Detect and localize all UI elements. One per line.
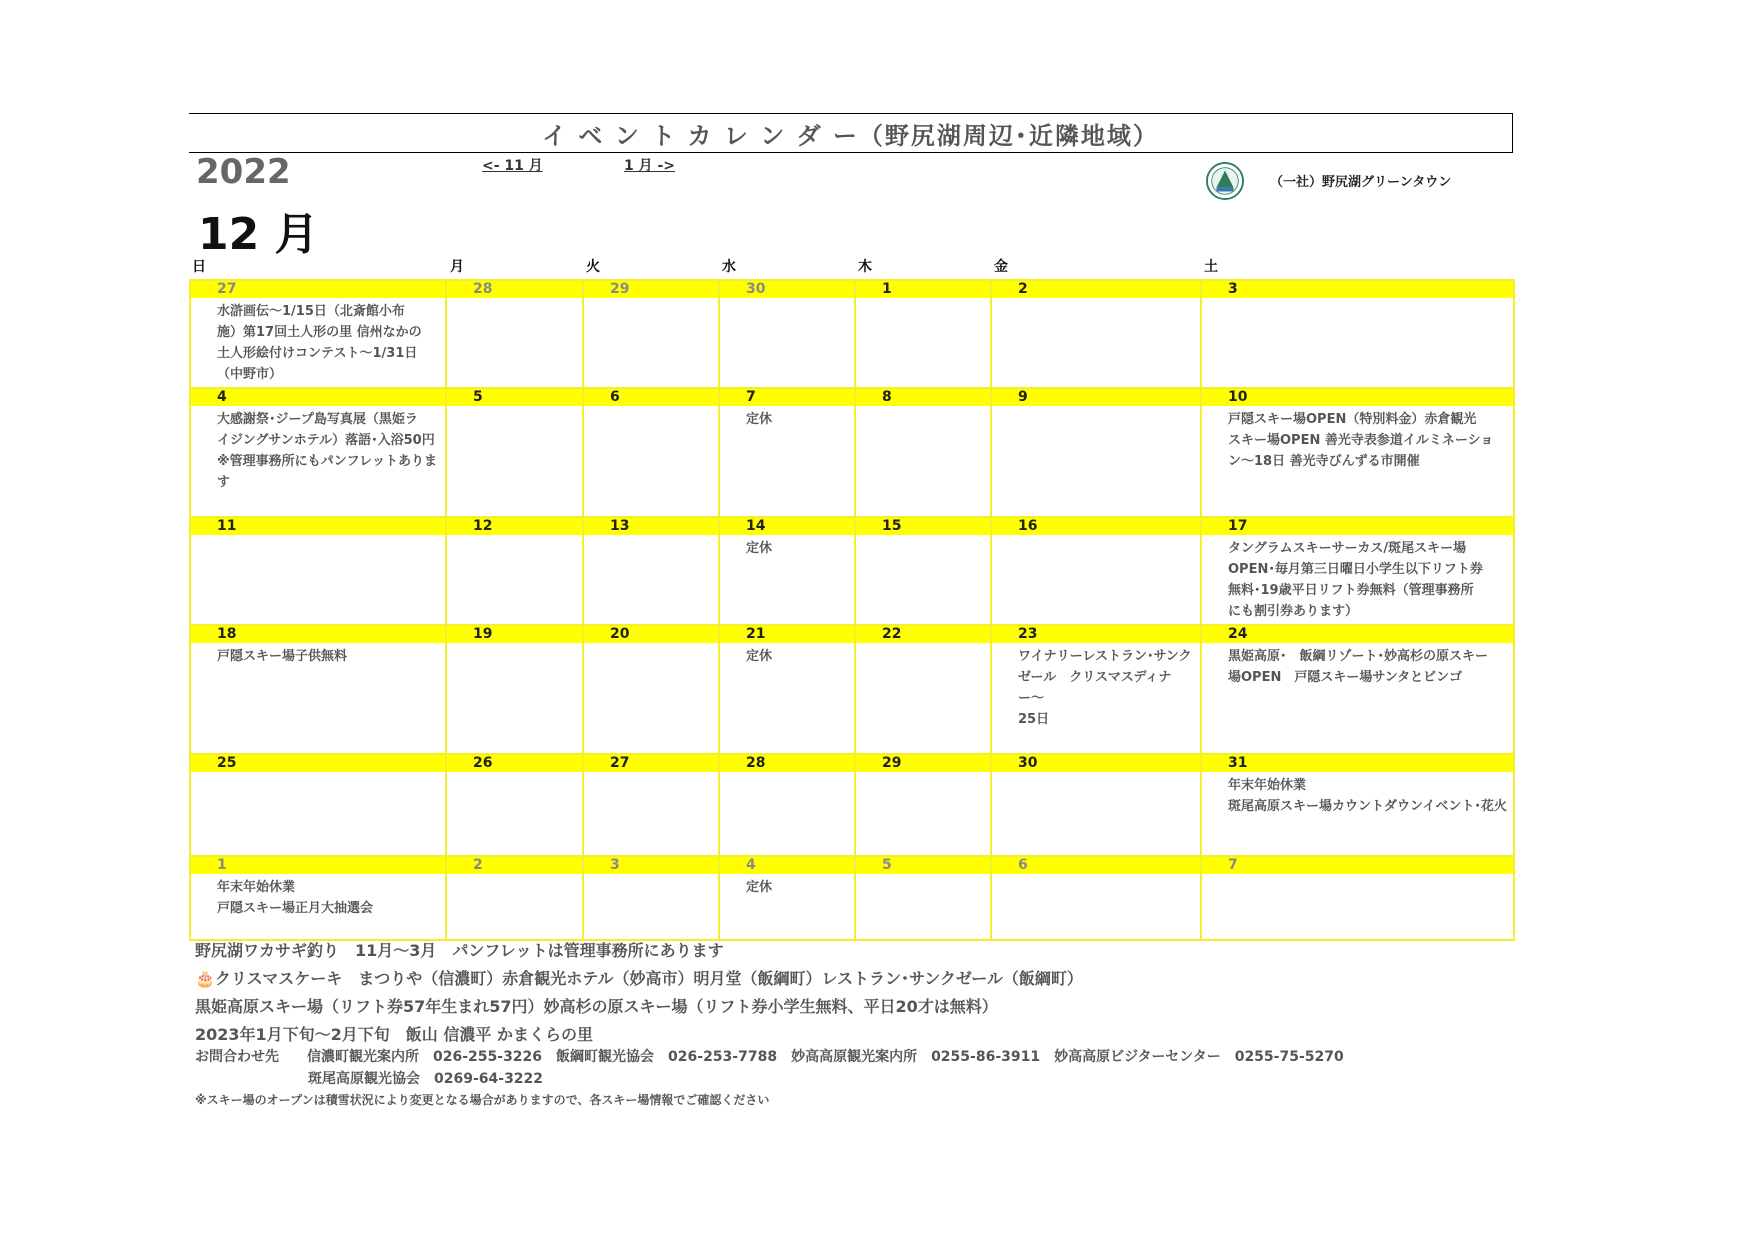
next-month-link[interactable]: 1 月 -> xyxy=(624,158,676,174)
footer-note: ※スキー場のオープンは積雪状況により変更となる場合がありますので、各スキー場情報でご確認ください xyxy=(195,1093,770,1107)
calendar-day-cell xyxy=(445,387,584,518)
day-event-text: 年末年始休業 戸隠スキー場正月大抽選会 xyxy=(217,880,374,916)
day-number: 3 xyxy=(584,857,718,874)
calendar-day-cell xyxy=(990,387,1202,518)
weekday-label: 土 xyxy=(1204,259,1218,275)
organization-name: （一社）野尻湖グリーンタウン xyxy=(1270,175,1452,190)
calendar-day-cell xyxy=(718,387,856,518)
day-event-text: 黒姫高原･ 飯綱リゾート･妙高杉の原スキー 場OPEN 戸隠スキー場サンタとビンゴ xyxy=(1228,649,1489,685)
day-event-text: 定休 xyxy=(746,649,773,664)
day-number: 28 xyxy=(447,281,582,298)
calendar-day-cell xyxy=(718,753,856,857)
day-number: 16 xyxy=(992,518,1200,535)
day-number: 7 xyxy=(1202,857,1513,874)
day-event-text: 定休 xyxy=(746,880,773,895)
day-number: 23 xyxy=(992,626,1200,643)
day-number: 3 xyxy=(1202,281,1513,298)
calendar-day-cell xyxy=(718,624,856,755)
footer-contact-info: お問合わせ先 信濃町観光案内所 026-255-3226 飯綱町観光協会 026-253-7788 妙高高原観光案内所 0255-86-3911 妙高高原ビジターセンター 0255-75-5270 xyxy=(195,1049,1344,1065)
calendar-day-cell xyxy=(1200,516,1515,626)
calendar-day-cell xyxy=(1200,753,1515,857)
day-number: 15 xyxy=(856,518,990,535)
day-event-text: ワイナリーレストラン･サンク ゼール クリスマスディナー〜 25日 xyxy=(1018,649,1192,727)
day-number: 29 xyxy=(584,281,718,298)
day-number: 24 xyxy=(1202,626,1513,643)
day-number: 14 xyxy=(720,518,854,535)
day-number: 4 xyxy=(720,857,854,874)
calendar-day-cell xyxy=(718,855,856,941)
footer-line-kamakura: 2023年1月下旬〜2月下旬 飯山 信濃平 かまくらの里 xyxy=(195,1025,593,1044)
calendar-day-cell xyxy=(445,753,584,857)
day-number: 26 xyxy=(447,755,582,772)
day-number: 2 xyxy=(992,281,1200,298)
day-number: 25 xyxy=(191,755,445,772)
day-number: 19 xyxy=(447,626,582,643)
calendar-day-cell xyxy=(1200,279,1515,389)
day-number: 27 xyxy=(584,755,718,772)
day-number: 30 xyxy=(992,755,1200,772)
day-event-text: 定休 xyxy=(746,412,773,427)
day-event-text: タングラムスキーサーカス/斑尾スキー場 OPEN･毎月第三日曜日小学生以下リフト券 無料･19歳平日リフト券無料（管理事務所 にも割引券あります） xyxy=(1228,541,1483,619)
day-number: 27 xyxy=(191,281,445,298)
day-number: 30 xyxy=(720,281,854,298)
weekday-label: 水 xyxy=(722,259,736,275)
calendar-day-cell xyxy=(189,624,447,755)
day-number: 1 xyxy=(856,281,990,298)
day-number: 20 xyxy=(584,626,718,643)
weekday-label: 火 xyxy=(586,259,600,275)
calendar-day-cell xyxy=(990,516,1202,626)
footer-line-christmas-cake: 🎂クリスマスケーキ まつりや（信濃町）赤倉観光ホテル（妙高市）明月堂（飯綱町）レストラン･サンクゼール（飯綱町） xyxy=(195,969,1083,988)
calendar-day-cell xyxy=(445,855,584,941)
calendar-day-cell xyxy=(189,387,447,518)
calendar-day-cell xyxy=(189,279,447,389)
day-event-text: 年末年始休業 斑尾高原スキー場カウントダウンイベント･花火 xyxy=(1228,778,1507,814)
calendar-day-cell xyxy=(1200,387,1515,518)
calendar-day-cell xyxy=(854,516,992,626)
day-number: 10 xyxy=(1202,389,1513,406)
day-number: 31 xyxy=(1202,755,1513,772)
footer-line-smelt-fishing: 野尻湖ワカサギ釣り 11月〜3月 パンフレットは管理事務所にあります xyxy=(195,941,724,960)
calendar-day-cell xyxy=(582,753,720,857)
day-number: 13 xyxy=(584,518,718,535)
calendar-day-cell xyxy=(189,516,447,626)
calendar-day-cell xyxy=(189,753,447,857)
calendar-day-cell xyxy=(718,516,856,626)
calendar-day-cell xyxy=(854,855,992,941)
weekday-label: 月 xyxy=(450,259,464,275)
day-number: 5 xyxy=(856,857,990,874)
calendar-day-cell xyxy=(582,855,720,941)
day-number: 6 xyxy=(584,389,718,406)
organization-logo-icon xyxy=(1206,162,1244,200)
day-number: 1 xyxy=(191,857,445,874)
calendar-day-cell xyxy=(990,753,1202,857)
weekday-label: 金 xyxy=(994,259,1008,275)
month-title: 12 月 xyxy=(198,209,319,260)
calendar-day-cell xyxy=(990,855,1202,941)
footer-contact-madarao: 斑尾高原観光協会 0269-64-3222 xyxy=(308,1071,544,1087)
day-event-text: 水滸画伝〜1/15日（北斎館小布 施）第17回土人形の里 信州なかの 土人形絵付けコンテスト〜1/31日 （中野市） xyxy=(217,304,422,382)
day-number: 29 xyxy=(856,755,990,772)
calendar-day-cell xyxy=(854,753,992,857)
day-number: 8 xyxy=(856,389,990,406)
day-event-text: 大感謝祭･ジープ島写真展（黒姫ラ イジングサンホテル）落語･入浴50円 ※管理事務所にもパンフレットありま す xyxy=(217,412,437,490)
day-number: 28 xyxy=(720,755,854,772)
calendar-day-cell xyxy=(718,279,856,389)
day-event-text: 戸隠スキー場OPEN（特別料金）赤倉観光 スキー場OPEN 善光寺表参道イルミネーショ ン〜18日 善光寺びんずる市開催 xyxy=(1228,412,1494,469)
day-number: 11 xyxy=(191,518,445,535)
footer-line-ski-resorts: 黒姫高原スキー場（リフト券57年生まれ57円）妙高杉の原スキー場（リフト券小学生無料、平日20才は無料） xyxy=(195,997,998,1016)
calendar-day-cell xyxy=(854,279,992,389)
calendar-day-cell xyxy=(582,279,720,389)
day-number: 7 xyxy=(720,389,854,406)
day-number: 18 xyxy=(191,626,445,643)
day-number: 4 xyxy=(191,389,445,406)
calendar-day-cell xyxy=(990,279,1202,389)
calendar-day-cell xyxy=(582,624,720,755)
calendar-day-cell xyxy=(582,516,720,626)
title-bar xyxy=(189,113,1513,153)
calendar-day-cell xyxy=(854,624,992,755)
day-number: 5 xyxy=(447,389,582,406)
calendar-day-cell xyxy=(1200,624,1515,755)
calendar-day-cell xyxy=(1200,855,1515,941)
page-title: イ ベ ン ト カ レ ン ダ ー（野尻湖周辺･近隣地域） xyxy=(542,121,1159,150)
year-label: 2022 xyxy=(196,152,291,192)
calendar-day-cell xyxy=(445,624,584,755)
day-number: 21 xyxy=(720,626,854,643)
day-number: 9 xyxy=(992,389,1200,406)
calendar-day-cell xyxy=(445,279,584,389)
calendar-day-cell xyxy=(445,516,584,626)
day-number: 6 xyxy=(992,857,1200,874)
calendar-day-cell xyxy=(189,855,447,941)
day-event-text: 定休 xyxy=(746,541,773,556)
day-number: 2 xyxy=(447,857,582,874)
prev-month-link[interactable]: <- 11 月 xyxy=(482,158,543,174)
day-number: 22 xyxy=(856,626,990,643)
calendar-day-cell xyxy=(990,624,1202,755)
calendar-day-cell xyxy=(854,387,992,518)
day-number: 12 xyxy=(447,518,582,535)
day-number: 17 xyxy=(1202,518,1513,535)
weekday-label: 日 xyxy=(192,259,206,275)
day-event-text: 戸隠スキー場子供無料 xyxy=(217,649,348,664)
weekday-label: 木 xyxy=(858,259,872,275)
calendar-day-cell xyxy=(582,387,720,518)
calendar-grid xyxy=(189,279,1513,939)
